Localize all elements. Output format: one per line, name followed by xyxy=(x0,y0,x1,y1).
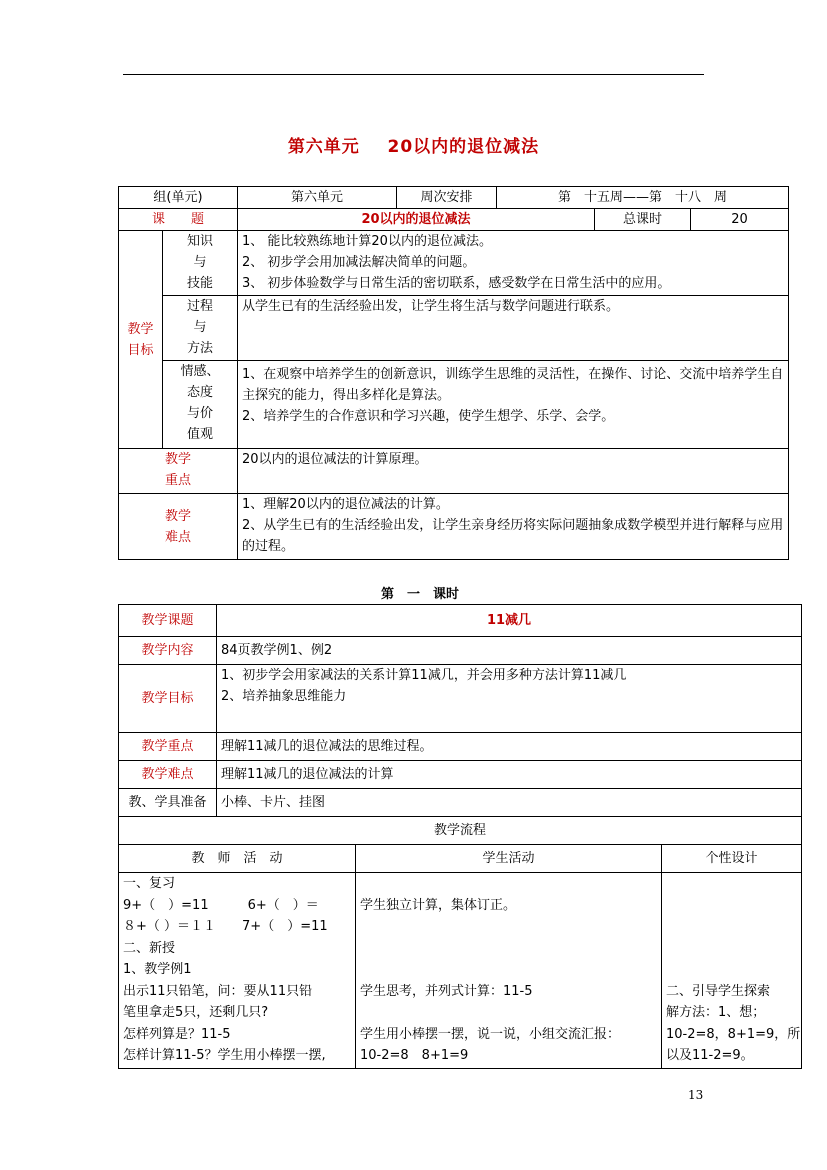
unit-plan-table xyxy=(118,186,789,560)
lesson-goal-label: 教学目标 xyxy=(119,665,217,733)
col-personal-header: 个性设计 xyxy=(662,845,802,873)
emotion-label: 情感、 态度 与价 值观 xyxy=(163,361,238,449)
list-item: 学生独立计算，集体订正。 xyxy=(360,897,517,913)
list-item xyxy=(360,916,657,938)
list-item: 10-2=8，8+1=9，所 xyxy=(666,1026,801,1042)
lesson-topic-label: 教学课题 xyxy=(119,605,217,637)
topic-value: 20以内的退位减法 xyxy=(238,209,595,231)
lesson-content-label: 教学内容 xyxy=(119,637,217,665)
lesson-key-value: 理解11减几的退位减法的思维过程。 xyxy=(217,733,802,761)
lesson-heading: 第 一 课时 xyxy=(380,587,459,602)
list-item xyxy=(360,873,657,895)
unit-label: 组(单元) xyxy=(119,187,238,209)
lesson-goal-items xyxy=(217,665,802,733)
title-unit: 第六单元 xyxy=(287,137,360,157)
total-hours-value: 20 xyxy=(691,209,789,231)
title-topic: 20以内的退位减法 xyxy=(387,137,540,157)
list-item: 1、 能比较熟练地计算20以内的退位减法。 xyxy=(242,234,492,249)
list-item: 学生思考，并列式计算：11-5 xyxy=(360,983,533,999)
flow-label: 教学流程 xyxy=(119,817,802,845)
list-item xyxy=(360,938,657,960)
key-text: 20以内的退位减法的计算原理。 xyxy=(238,449,789,494)
unit-value: 第六单元 xyxy=(238,187,397,209)
list-item: 1、初步学会用家减法的关系计算11减几，并会用多种方法计算11减几 xyxy=(221,668,627,683)
lesson-difficulty-label: 教学难点 xyxy=(119,761,217,789)
lesson-key-label: 教学重点 xyxy=(119,733,217,761)
topic-label: 课 题 xyxy=(119,209,238,231)
list-item: 怎样计算11-5？学生用小棒摆一摆, xyxy=(123,1048,326,1063)
list-item: 10-2=8 8+1=9 xyxy=(360,1048,469,1063)
tools-value: 小棒、卡片、挂图 xyxy=(217,789,802,817)
tools-label: 教、学具准备 xyxy=(119,789,217,817)
teacher-activity xyxy=(119,873,356,1069)
lesson-plan-table xyxy=(118,604,802,1069)
list-item: 2、培养学生的合作意识和学习兴趣，使学生想学、乐学、会学。 xyxy=(242,409,615,424)
list-item xyxy=(666,895,797,917)
key-label: 教学 重点 xyxy=(119,449,238,494)
page-number: 13 xyxy=(688,1088,704,1102)
lesson-content-value: 84页教学例1、例2 xyxy=(217,637,802,665)
lesson-difficulty-value: 理解11减几的退位减法的计算 xyxy=(217,761,802,789)
total-hours-label: 总课时 xyxy=(595,209,691,231)
header-rule xyxy=(123,74,704,75)
list-item: 1、在观察中培养学生的创新意识，训练学生思维的灵活性，在操作、讨论、交流中培养学生自主探究的能力，得出多样化是算法。 xyxy=(242,367,784,403)
list-item: 1、理解20以内的退位减法的计算。 xyxy=(242,497,449,512)
list-item: 1、教学例1 xyxy=(123,962,192,977)
knowledge-items xyxy=(238,231,789,296)
list-item: 怎样列算是？11-5 xyxy=(123,1026,231,1042)
emotion-items xyxy=(238,361,789,449)
col-student-header: 学生活动 xyxy=(356,845,662,873)
page-title xyxy=(0,132,827,157)
schedule-value: 第 十五周——第 十八 周 xyxy=(497,187,789,209)
difficulty-items xyxy=(238,494,789,560)
list-item: 出示11只铅笔，问：要从11只铅 xyxy=(123,983,313,999)
list-item xyxy=(666,916,797,938)
list-item: 解方法：1、想； xyxy=(666,1005,766,1020)
list-item: 笔里拿走5只，还剩几只? xyxy=(123,1005,269,1020)
list-item: 学生用小棒摆一摆，说一说，小组交流汇报： xyxy=(360,1026,621,1042)
lesson-topic-value: 11减几 xyxy=(217,605,802,637)
list-item: 一、复习 xyxy=(123,876,176,891)
knowledge-label: 知识 与 技能 xyxy=(163,231,238,296)
list-item: 二、引导学生探索 xyxy=(666,983,771,999)
list-item: 2、从学生已有的生活经验出发，让学生亲身经历将实际问题抽象成数学模型并进行解释与应用的过程。 xyxy=(242,518,784,554)
goals-label: 教学 目标 xyxy=(119,231,163,449)
list-item: 2、 初步学会用加减法解决简单的问题。 xyxy=(242,255,476,270)
process-text: 从学生已有的生活经验出发，让学生将生活与数学问题进行联系。 xyxy=(238,296,789,361)
list-item: 3、 初步体验数学与日常生活的密切联系，感受数学在日常生活中的应用。 xyxy=(242,276,671,291)
schedule-label: 周次安排 xyxy=(397,187,497,209)
list-item: 二、新授 xyxy=(123,940,176,956)
list-item: ８+（ ）＝１１ 7+（ ）=11 xyxy=(123,919,328,934)
col-teacher-header: 教 师 活 动 xyxy=(119,845,356,873)
list-item: 9+（ ）=11 6+（ ）＝ xyxy=(123,897,319,913)
list-item xyxy=(666,938,797,960)
list-item: 以及11-2=9。 xyxy=(666,1048,754,1063)
list-item: 2、培养抽象思维能力 xyxy=(221,689,347,704)
process-label: 过程 与 方法 xyxy=(163,296,238,361)
list-item xyxy=(666,873,797,895)
difficulty-label: 教学 难点 xyxy=(119,494,238,560)
list-item xyxy=(666,959,797,981)
list-item xyxy=(360,1002,657,1024)
personal-design xyxy=(662,873,802,1069)
list-item xyxy=(360,959,657,981)
student-activity xyxy=(356,873,662,1069)
